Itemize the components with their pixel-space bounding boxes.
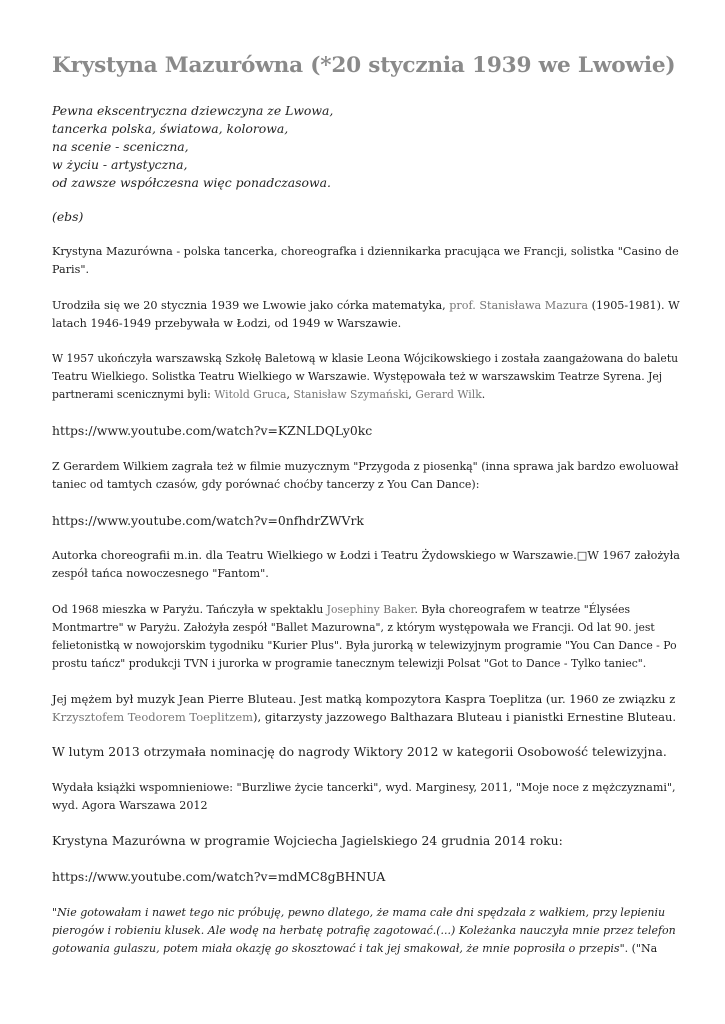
text-line: latach 1946-1949 przebywała w Łodzi, od 1949 w Warszawie. [52, 317, 402, 330]
career-paragraph [52, 350, 680, 404]
choreography-paragraph [52, 547, 680, 583]
text-span: partnerami scenicznymi byli: [52, 388, 215, 401]
poem [52, 102, 680, 192]
text-span: Urodziła się we 20 stycznia 1939 we Lwowie jako córka matematyka, [52, 299, 450, 312]
family-paragraph [52, 690, 680, 726]
text-line: Z Gerardem Wilkiem zagrała też w filmie muzycznym "Przygoda z piosenką" (inna sprawa jak bardzo ewoluował [52, 460, 679, 473]
link-gerard-wilk[interactable]: Gerard Wilk [415, 388, 482, 401]
quote-paragraph [52, 904, 680, 958]
youtube-url-2: https://www.youtube.com/watch?v=0nfhdrZWVrk [52, 513, 364, 528]
text-span: Od 1968 mieszka w Paryżu. Tańczyła w spektaklu [52, 603, 327, 616]
page-title: Krystyna Mazurówna (*20 stycznia 1939 we Lwowie) [52, 53, 676, 78]
text-line: felietonistką w nowojorskim tygodniku "Kurier Plus". Była jurorką w telewizyjnym programie "You Can Dance - Po [52, 639, 677, 652]
text-span: , [408, 388, 416, 401]
link-josephine-baker[interactable]: Josephiny Baker [326, 603, 415, 616]
link-witold-gruca[interactable]: Witold Gruca [214, 388, 287, 401]
text-line: prostu tańcz" produkcji TVN i jurorka w programie tanecznym telewizji Polsat "Got to Dance - Tylko taniec". [52, 657, 647, 670]
text-line: zespół tańca nowoczesnego "Fantom". [52, 567, 269, 580]
text-line [52, 386, 680, 404]
poem-line: Pewna ekscentryczna dziewczyna ze Lwowa, [52, 103, 334, 118]
books-paragraph [52, 779, 680, 815]
text-span: . [481, 388, 486, 401]
text-line [52, 708, 680, 726]
text-line: W 1957 ukończyła warszawską Szkołę Baletową w klasie Leona Wójcikowskiego i została zaangażowana do baletu [52, 352, 679, 365]
text-line: Krystyna Mazurówna - polska tancerka, choreografka i dziennikarka pracująca we Francji, solistka "Casino de [52, 245, 679, 258]
text-span: (1905-1981). W [588, 299, 680, 312]
poem-line: tancerka polska, światowa, kolorowa, [52, 121, 289, 136]
film-paragraph [52, 458, 680, 494]
poem-line: na scenie - sceniczna, [52, 139, 189, 154]
paris-paragraph [52, 601, 680, 673]
text-span: , [286, 388, 294, 401]
text-line: Autorka choreografii m.in. dla Teatru Wielkiego w Łodzi i Teatru Żydowskiego w Warszawie.□W 1967 założyła [52, 549, 680, 562]
text-line [52, 940, 680, 958]
poem-signature: (ebs) [52, 209, 84, 224]
text-line: Montmartre" w Paryżu. Założyła zespół "Ballet Mazurowna", z którym występowała we Francji. Od lat 90. jest [52, 621, 655, 634]
text-line: Teatru Wielkiego. Solistka Teatru Wielkiego w Warszawie. Występowała też w warszawskim Teatrze Syrena. Jej [52, 370, 663, 383]
birth-paragraph [52, 297, 680, 333]
text-span: ". ("Na [619, 942, 658, 955]
text-line [52, 601, 680, 619]
link-stanislaw-szymanski[interactable]: Stanisław Szymański [293, 388, 409, 401]
text-span: . Była choreografem w teatrze "Élysées [414, 603, 630, 616]
interview-paragraph: Krystyna Mazurówna w programie Wojciecha Jagielskiego 24 grudnia 2014 roku: [52, 833, 563, 848]
link-stanislaw-mazur[interactable]: prof. Stanisława Mazura [449, 299, 589, 312]
youtube-url-1: https://www.youtube.com/watch?v=KZNLDQLy0kc [52, 423, 373, 438]
youtube-url-3: https://www.youtube.com/watch?v=mdMC8gBHNUA [52, 869, 386, 884]
nomination-paragraph: W lutym 2013 otrzymała nominację do nagrody Wiktory 2012 w kategorii Osobowość telewizyjna. [52, 744, 667, 759]
text-line: "Nie gotowałam i nawet tego nic próbuję, pewno dlatego, że mama całe dni spędzała z wałkiem, przy lepieniu [52, 906, 666, 919]
link-krzysztof-toeplitz[interactable]: Krzysztofem Teodorem Toeplitzem [52, 710, 254, 724]
text-span: gotowania gulaszu, potem miała okazję go skosztować i tak jej smakował, że mnie poprosiła o przepis [52, 942, 620, 955]
text-line: taniec od tamtych czasów, gdy porównać choćby tancerzy z You Can Dance): [52, 478, 480, 491]
text-line [52, 297, 680, 315]
text-line: Jej mężem był muzyk Jean Pierre Bluteau. Jest matką kompozytora Kaspra Toeplitza (ur. 1960 ze związku z [52, 692, 676, 706]
intro-paragraph [52, 243, 680, 279]
poem-line: w życiu - artystyczna, [52, 157, 188, 172]
text-line: Wydała książki wspomnieniowe: "Burzliwe życie tancerki", wyd. Marginesy, 2011, "Moje noce z mężczyznami", [52, 781, 676, 794]
poem-line: od zawsze współczesna więc ponadczasowa. [52, 175, 331, 190]
text-line: Paris". [52, 263, 90, 276]
text-span: ), gitarzysty jazzowego Balthazara Bluteau i pianistki Ernestine Bluteau. [253, 710, 677, 724]
text-line: pierogów i robieniu klusek. Ale wodę na herbatę potrafię zagotować.(...) Koleżanka nauczyła mnie przez telefon [52, 924, 676, 937]
text-line: wyd. Agora Warszawa 2012 [52, 799, 208, 812]
